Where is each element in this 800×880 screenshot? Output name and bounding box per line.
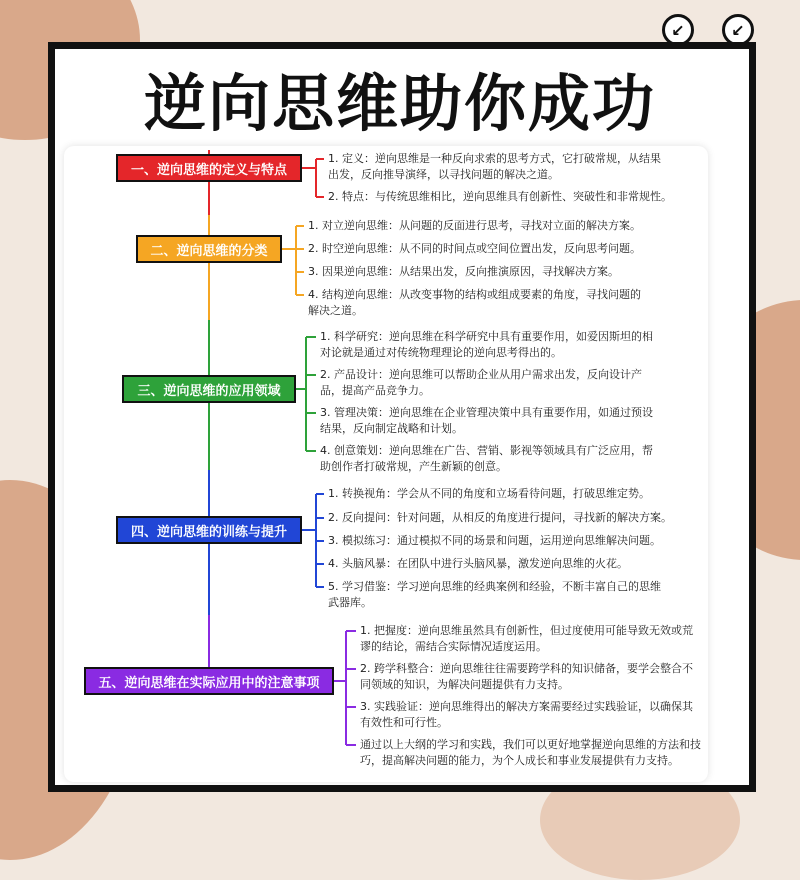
mindmap-item-line: 2. 跨学科整合：逆向思维往往需要跨学科的知识储备，要学会整合不	[360, 662, 693, 675]
page-title: 逆向思维助你成功	[143, 67, 656, 140]
mindmap-item-line: 4. 创意策划：逆向思维在广告、营销、影视等领域具有广泛应用，帮	[320, 444, 653, 457]
mindmap-item-line: 5. 学习借鉴：学习逆向思维的经典案例和经验，不断丰富自己的思维	[328, 580, 661, 593]
mindmap-item-line: 1. 定义：逆向思维是一种反向求索的思考方式，它打破常规，从结果	[328, 152, 661, 165]
mindmap-node: 二、逆向思维的分类	[136, 235, 282, 263]
mindmap-item	[308, 218, 641, 234]
arrow-icon: ↙	[722, 14, 754, 46]
mindmap-node: 五、逆向思维在实际应用中的注意事项	[84, 667, 334, 695]
mindmap-item-line: 1. 把握度：逆向思维虽然具有创新性，但过度使用可能导致无效或荒	[360, 624, 693, 637]
mindmap-item-line: 武器库。	[328, 596, 372, 609]
mindmap-node: 四、逆向思维的训练与提升	[116, 516, 302, 544]
mindmap-item	[320, 329, 653, 361]
mindmap-item	[360, 661, 693, 693]
mindmap-item-line: 2. 产品设计：逆向思维可以帮助企业从用户需求出发，反向设计产	[320, 368, 642, 381]
mindmap-item	[320, 405, 653, 437]
mindmap-item-line: 谬的结论，需结合实际情况适度运用。	[360, 640, 547, 653]
mindmap-item-line: 4. 头脑风暴：在团队中进行头脑风暴，激发逆向思维的火花。	[328, 557, 628, 570]
mindmap-item	[328, 556, 628, 572]
mindmap-item-line: 对论就是通过对传统物理理论的逆向思考得出的。	[320, 346, 562, 359]
mindmap-item-line: 品，提高产品竞争力。	[320, 384, 430, 397]
mindmap-item	[308, 264, 619, 280]
mindmap-item	[360, 623, 693, 655]
mindmap-item-line: 同领域的知识，为解决问题提供有力支持。	[360, 678, 569, 691]
mindmap-item	[328, 579, 661, 611]
mindmap-item-line: 巧，提高解决问题的能力，为个人成长和事业发展提供有力支持。	[360, 754, 679, 767]
mindmap-item-line: 结果，反向制定战略和计划。	[320, 422, 463, 435]
mindmap-item-line: 2. 时空逆向思维：从不同的时间点或空间位置出发，反向思考问题。	[308, 242, 641, 255]
mindmap-item-line: 1. 转换视角：学会从不同的角度和立场看待问题，打破思维定势。	[328, 487, 650, 500]
mindmap-item	[308, 287, 641, 319]
mindmap-item-line: 助创作者打破常规，产生新颖的创意。	[320, 460, 507, 473]
mindmap-item-line: 2. 特点：与传统思维相比，逆向思维具有创新性、突破性和非常规性。	[328, 190, 672, 203]
mindmap-item	[328, 510, 672, 526]
mindmap-item	[320, 367, 642, 399]
mindmap-item-line: 1. 对立逆向思维：从问题的反面进行思考，寻找对立面的解决方案。	[308, 219, 641, 232]
mindmap-item-line: 1. 科学研究：逆向思维在科学研究中具有重要作用，如爱因斯坦的相	[320, 330, 653, 343]
mindmap-item	[360, 699, 693, 731]
mindmap-item-line: 4. 结构逆向思维：从改变事物的结构或组成要素的角度，寻找问题的	[308, 288, 641, 301]
mindmap-item-line: 有效性和可行性。	[360, 716, 448, 729]
mindmap-node: 三、逆向思维的应用领域	[122, 375, 296, 403]
mindmap-item	[308, 241, 641, 257]
mindmap-node: 一、逆向思维的定义与特点	[116, 154, 302, 182]
mindmap-item	[328, 533, 661, 549]
mindmap-item	[328, 151, 661, 183]
mindmap-item-line: 2. 反向提问：针对问题，从相反的角度进行提问，寻找新的解决方案。	[328, 511, 672, 524]
mindmap-item	[328, 486, 650, 502]
mindmap-item-line: 3. 管理决策：逆向思维在企业管理决策中具有重要作用，如通过预设	[320, 406, 653, 419]
mindmap-item-line: 3. 实践验证：逆向思维得出的解决方案需要经过实践验证，以确保其	[360, 700, 693, 713]
mindmap-item-line: 3. 因果逆向思维：从结果出发，反向推演原因，寻找解决方案。	[308, 265, 619, 278]
mindmap-item-line: 解决之道。	[308, 304, 363, 317]
mindmap-item	[360, 737, 701, 769]
mindmap-item-line: 3. 模拟练习：通过模拟不同的场景和问题，运用逆向思维解决问题。	[328, 534, 661, 547]
mindmap-item-line: 通过以上大纲的学习和实践，我们可以更好地掌握逆向思维的方法和技	[360, 738, 701, 751]
mindmap-item	[328, 189, 672, 205]
arrow-icon: ↙	[662, 14, 694, 46]
mindmap-item	[320, 443, 653, 475]
mindmap-item-line: 出发，反向推导演绎，以寻找问题的解决之道。	[328, 168, 559, 181]
